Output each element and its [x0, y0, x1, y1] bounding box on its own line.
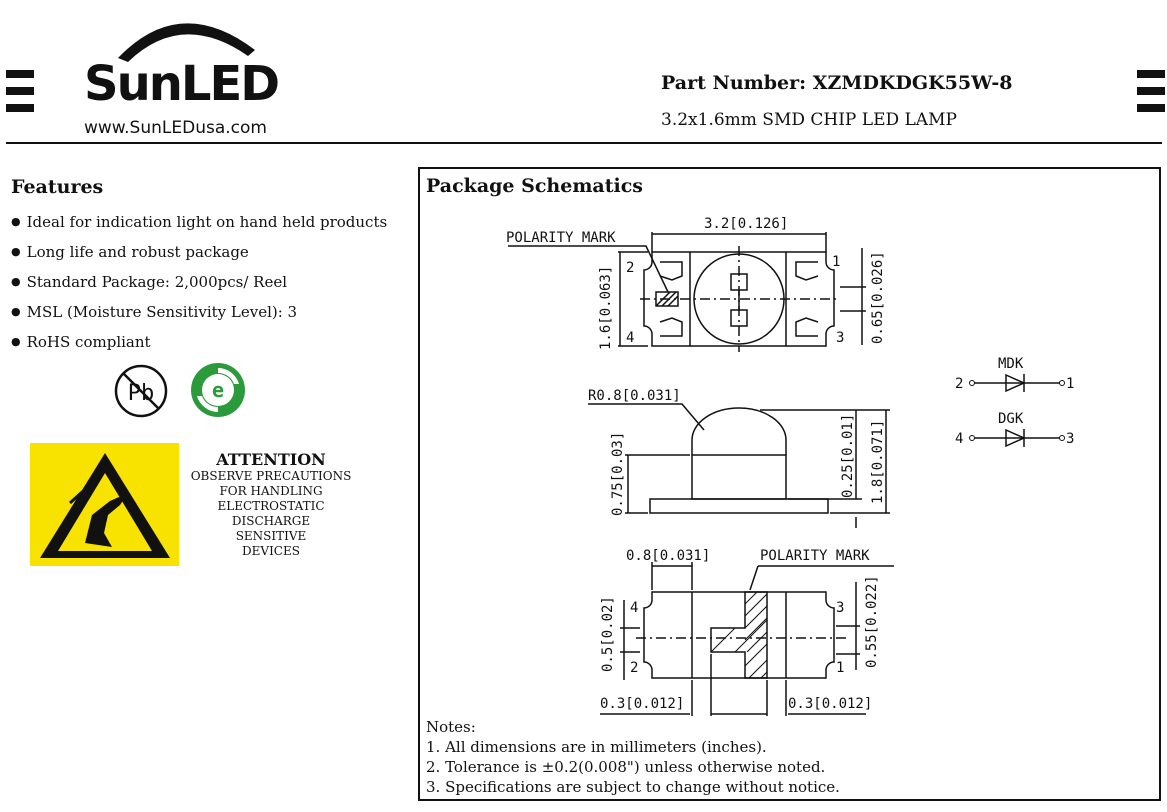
top-height-dim: 1.6[0.063] [598, 265, 614, 350]
website-link[interactable]: www.SunLEDusa.com [84, 118, 267, 138]
package-drawing [420, 200, 1158, 720]
top-pin-label: 3 [836, 330, 845, 346]
bottom-polarity-label: POLARITY MARK [760, 548, 870, 564]
header-divider [6, 142, 1162, 144]
bottom-gap-left-dim: 0.3[0.012] [600, 696, 685, 712]
side-total-height-dim: 1.8[0.071] [870, 419, 886, 504]
logo-arc [110, 8, 260, 63]
part-number [661, 72, 1013, 94]
part-number-value: XZMDKDGK55W-8 [812, 72, 1013, 94]
top-pin-label: 4 [626, 330, 635, 346]
feature-item: ● Ideal for indication light on hand held products [11, 212, 411, 242]
mdk-left-pin: 2 [955, 376, 964, 392]
note-item: 1. All dimensions are in millimeters (inches). [426, 738, 767, 756]
part-number-label: Part Number: [661, 72, 807, 94]
menu-icon-left[interactable] [6, 70, 34, 112]
top-pin-label: 2 [626, 260, 635, 276]
notes-title: Notes: [426, 718, 476, 736]
dgk-left-pin: 4 [955, 431, 964, 447]
bottom-pin-label: 2 [630, 660, 639, 676]
top-pad-dim: 0.65[0.026] [870, 251, 886, 344]
bottom-pad-width-dim: 0.8[0.031] [626, 548, 711, 564]
attention-line: ELECTROSTATIC [217, 499, 325, 513]
top-width-dim: 3.2[0.126] [704, 216, 789, 232]
notes-block [426, 717, 1126, 797]
dgk-label: DGK [998, 411, 1024, 427]
feature-item: ● RoHS compliant [11, 332, 411, 362]
menu-icon-right[interactable] [1137, 70, 1165, 112]
attention-line: DEVICES [242, 544, 300, 558]
feature-item: ● Long life and robust package [11, 242, 411, 272]
attention-line: DISCHARGE [231, 514, 311, 528]
features-title: Features [11, 176, 104, 198]
mdk-right-pin: 1 [1066, 376, 1075, 392]
side-small-height-dim: 0.25[0.01] [840, 413, 856, 498]
svg-text:e: e [211, 378, 225, 402]
attention-block [187, 450, 355, 559]
features-list [11, 212, 411, 362]
feature-item: ● MSL (Moisture Sensitivity Level): 3 [11, 302, 411, 332]
note-item: 3. Specifications are subject to change without notice. [426, 778, 840, 796]
attention-line: OBSERVE PRECAUTIONS [190, 469, 352, 483]
pb-free-icon [112, 362, 170, 420]
dgk-right-pin: 3 [1066, 431, 1075, 447]
bottom-pin-label: 4 [630, 600, 639, 616]
svg-text:Pb: Pb [127, 381, 155, 406]
bottom-right-height-dim: 0.55[0.022] [864, 575, 880, 668]
schematics-title: Package Schematics [426, 175, 643, 197]
feature-item: ● Standard Package: 2,000pcs/ Reel [11, 272, 411, 302]
note-item: 2. Tolerance is ±0.2(0.008") unless otherwise noted. [426, 758, 826, 776]
bottom-pin-label: 1 [836, 660, 845, 676]
attention-line: FOR HANDLING [219, 484, 323, 498]
bottom-left-height-dim: 0.5[0.02] [600, 596, 616, 672]
logo: SunLED [84, 56, 279, 112]
rohs-icon [188, 360, 248, 420]
side-left-height-dim: 0.75[0.03] [610, 431, 626, 516]
bottom-gap-right-dim: 0.3[0.012] [788, 696, 873, 712]
attention-title: ATTENTION [216, 450, 326, 469]
mdk-label: MDK [998, 356, 1024, 372]
side-radius-dim: R0.8[0.031] [588, 388, 681, 404]
top-polarity-label: POLARITY MARK [506, 230, 616, 246]
part-description: 3.2x1.6mm SMD CHIP LED LAMP [661, 110, 957, 130]
bottom-pin-label: 3 [836, 600, 845, 616]
attention-line: SENSITIVE [235, 529, 307, 543]
esd-warning-icon [30, 443, 179, 566]
top-pin-label: 1 [832, 254, 841, 270]
